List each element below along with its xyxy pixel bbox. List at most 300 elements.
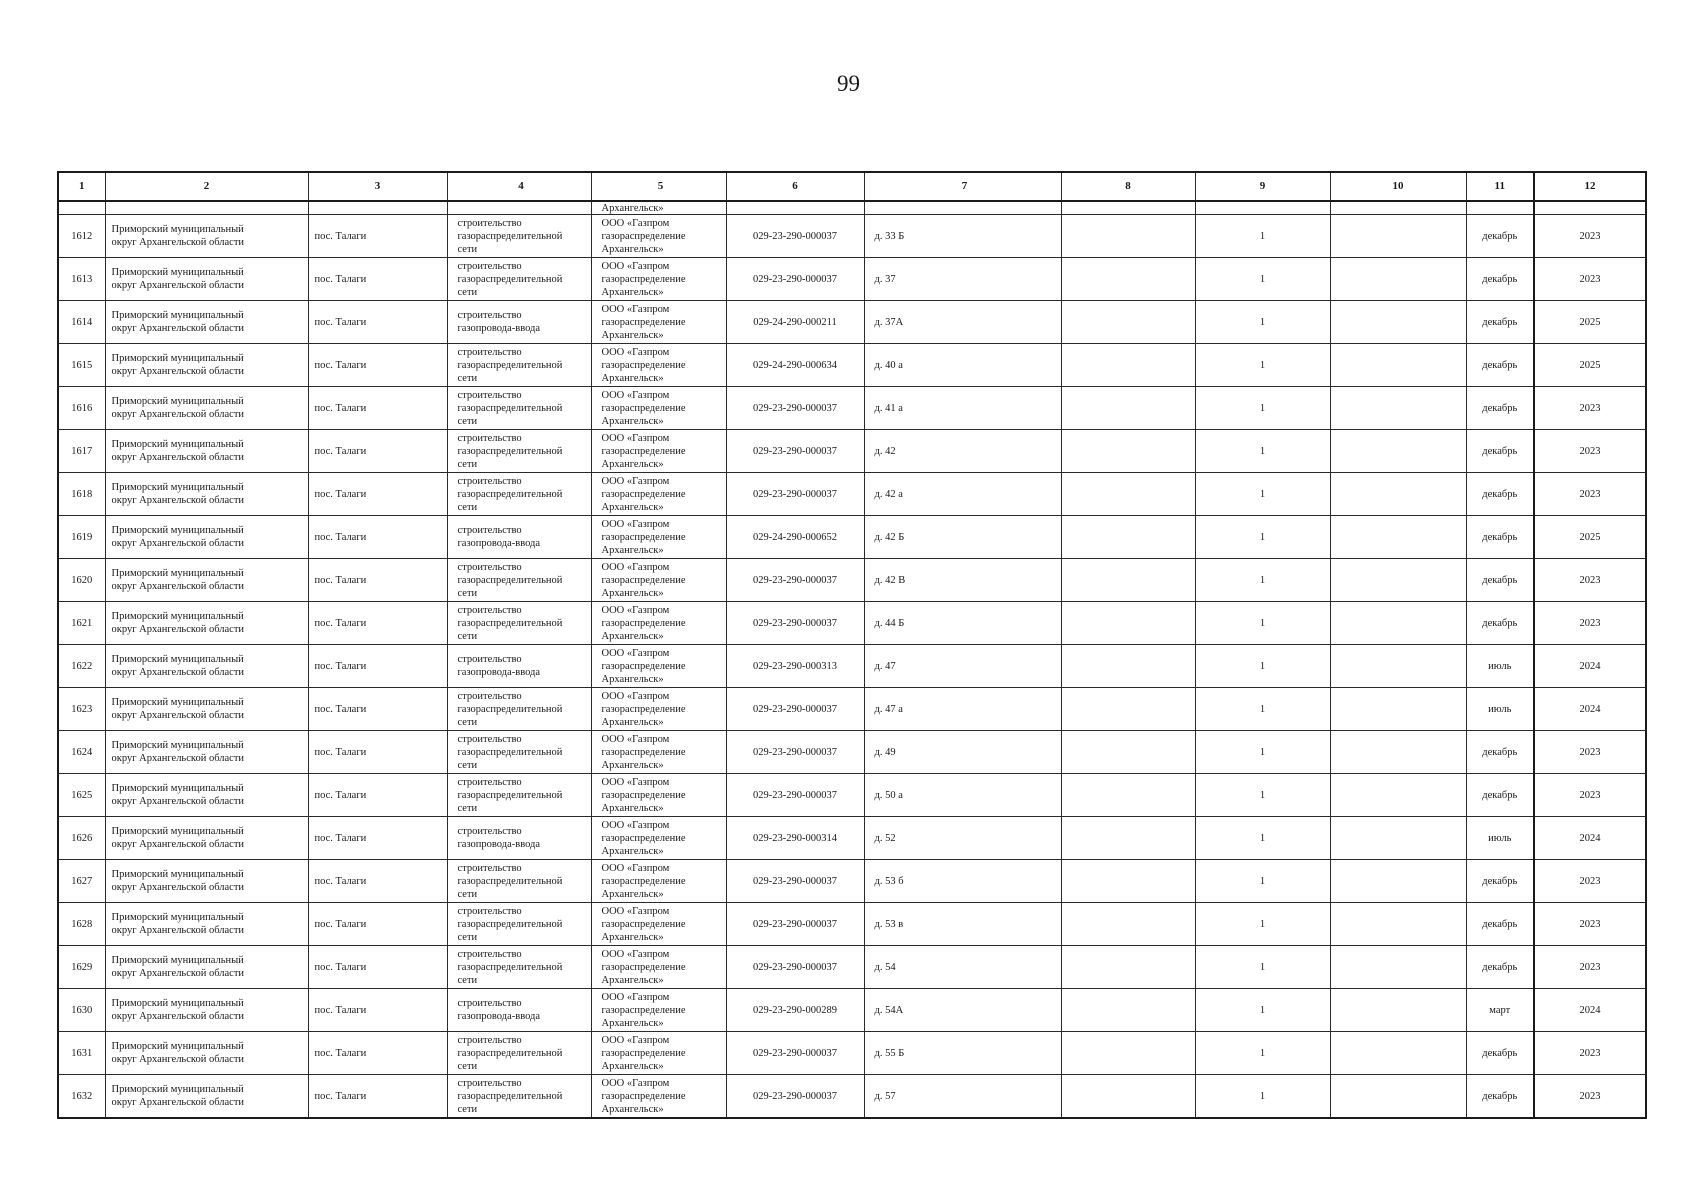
table-cell — [1330, 559, 1466, 602]
table-row — [58, 731, 1646, 774]
table-cell — [58, 774, 105, 817]
table-cell — [308, 903, 447, 946]
table-cell — [1061, 1032, 1195, 1075]
cell-text: строительство газораспределительной сети — [457, 1077, 563, 1115]
cell-text: Приморский муниципальный округ Архангельской области — [111, 912, 245, 936]
cell-text: 2023 — [1579, 1090, 1601, 1102]
table-cell — [864, 645, 1061, 688]
cell-text: 1 — [1259, 832, 1266, 844]
cell-text: 2023 — [1579, 1047, 1601, 1059]
cell-text: декабрь — [1482, 961, 1518, 973]
table-row — [58, 989, 1646, 1032]
cell-text: д. 42 Б — [874, 531, 905, 543]
cell-text: ООО «Газпром газораспределение Архангельск» — [601, 561, 686, 599]
table-cell — [591, 774, 726, 817]
cell-text: пос. Талаги — [314, 660, 367, 672]
table-cell — [1061, 430, 1195, 473]
cell-text: Приморский муниципальный округ Архангельской области — [111, 740, 245, 764]
table-cell — [1534, 344, 1646, 387]
table-cell — [864, 731, 1061, 774]
table-cell — [308, 602, 447, 645]
table-cell — [1534, 1075, 1646, 1119]
cell-text: ООО «Газпром газораспределение Архангельск» — [601, 905, 686, 943]
cell-text: 1 — [1259, 316, 1266, 328]
cell-text: пос. Талаги — [314, 359, 367, 371]
table-cell — [726, 516, 864, 559]
table-cell — [1534, 301, 1646, 344]
cell-text: ООО «Газпром газораспределение Архангельск» — [601, 346, 686, 384]
table-cell — [105, 559, 308, 602]
cell-text: д. 50 а — [874, 789, 903, 801]
table-cell — [726, 645, 864, 688]
table-cell — [1466, 989, 1534, 1032]
cell-text: пос. Талаги — [314, 445, 367, 457]
table-cell — [1534, 774, 1646, 817]
table-cell — [1330, 258, 1466, 301]
cell-text: 2023 — [1579, 918, 1601, 930]
cell-text: 1 — [1259, 703, 1266, 715]
table-cell — [1466, 1075, 1534, 1119]
column-header-11: 11 — [1466, 172, 1534, 201]
cell-text: ООО «Газпром газораспределение Архангельск» — [601, 647, 686, 685]
cell-text: 1 — [1259, 359, 1266, 371]
cell-text: 1618 — [71, 488, 93, 500]
cell-text: строительство газораспределительной сети — [457, 432, 563, 470]
cell-text: Приморский муниципальный округ Архангельской области — [111, 826, 245, 850]
table-cell — [1534, 989, 1646, 1032]
cell-text: 1 — [1259, 574, 1266, 586]
cell-text: пос. Талаги — [314, 230, 367, 242]
cell-text: 1 — [1259, 918, 1266, 930]
table-row — [58, 301, 1646, 344]
cell-text: Приморский муниципальный округ Архангельской области — [111, 224, 245, 248]
table-cell — [447, 258, 591, 301]
table-cell — [447, 731, 591, 774]
cell-text: строительство газораспределительной сети — [457, 948, 563, 986]
cell-text: ООО «Газпром газораспределение Архангельск» — [601, 303, 686, 341]
table-cell — [1195, 1032, 1330, 1075]
cell-text: Приморский муниципальный округ Архангельской области — [111, 697, 245, 721]
table-cell — [1466, 387, 1534, 430]
cell-text: 2024 — [1579, 703, 1601, 715]
cell-text: 1 — [1259, 746, 1266, 758]
carry-over-cell: Архангельск» — [591, 201, 726, 215]
table-cell — [1534, 731, 1646, 774]
table-cell — [447, 774, 591, 817]
table-cell — [726, 344, 864, 387]
table-cell — [1330, 645, 1466, 688]
cell-text: июль — [1488, 832, 1512, 844]
cell-text: Приморский муниципальный округ Архангельской области — [111, 869, 245, 893]
cell-text: пос. Талаги — [314, 746, 367, 758]
cell-text: 1626 — [71, 832, 93, 844]
cell-text: декабрь — [1482, 1047, 1518, 1059]
cell-text: 2023 — [1579, 961, 1601, 973]
cell-text: Приморский муниципальный округ Архангельской области — [111, 267, 245, 291]
cell-text: 1625 — [71, 789, 93, 801]
cell-text: 2023 — [1579, 746, 1601, 758]
column-header-12: 12 — [1534, 172, 1646, 201]
cell-text: д. 44 Б — [874, 617, 905, 629]
table-cell — [105, 258, 308, 301]
table-cell — [105, 1032, 308, 1075]
table-cell — [1466, 258, 1534, 301]
cell-text: д. 57 — [874, 1090, 896, 1102]
cell-text: 029-24-290-000634 — [753, 359, 837, 371]
table-cell — [726, 774, 864, 817]
cell-text: ООО «Газпром газораспределение Архангельск» — [601, 733, 686, 771]
column-header-4: 4 — [447, 172, 591, 201]
table-row — [58, 1032, 1646, 1075]
table-cell — [726, 903, 864, 946]
table-cell — [1195, 860, 1330, 903]
table-cell — [726, 301, 864, 344]
cell-text: строительство газопровода-ввода — [457, 525, 541, 549]
table-cell — [864, 387, 1061, 430]
cell-text: 029-23-290-000037 — [753, 918, 837, 930]
cell-text: пос. Талаги — [314, 918, 367, 930]
cell-text: 1623 — [71, 703, 93, 715]
carry-over-cell — [105, 201, 308, 215]
cell-text: Приморский муниципальный округ Архангельской области — [111, 1084, 245, 1108]
table-cell — [1534, 516, 1646, 559]
cell-text: ООО «Газпром газораспределение Архангельск» — [601, 475, 686, 513]
table-cell — [1061, 258, 1195, 301]
table-cell — [591, 387, 726, 430]
table-row — [58, 258, 1646, 301]
table-cell — [308, 1032, 447, 1075]
cell-text: ООО «Газпром газораспределение Архангельск» — [601, 819, 686, 857]
cell-text: 029-23-290-000037 — [753, 1090, 837, 1102]
table-row — [58, 774, 1646, 817]
table-cell — [105, 903, 308, 946]
table-cell — [447, 989, 591, 1032]
table-cell — [1330, 688, 1466, 731]
cell-text: строительство газопровода-ввода — [457, 310, 541, 334]
table-cell — [1534, 473, 1646, 516]
carry-over-cell — [58, 201, 105, 215]
table-cell — [1061, 731, 1195, 774]
cell-text: 029-23-290-000037 — [753, 230, 837, 242]
cell-text: Приморский муниципальный округ Архангельской области — [111, 998, 245, 1022]
column-header-9: 9 — [1195, 172, 1330, 201]
cell-text: 029-23-290-000037 — [753, 789, 837, 801]
table-cell — [591, 215, 726, 258]
table-cell — [447, 215, 591, 258]
table-cell — [308, 946, 447, 989]
cell-text: строительство газораспределительной сети — [457, 475, 563, 513]
table-cell — [308, 301, 447, 344]
table-cell — [1534, 645, 1646, 688]
cell-text: 029-23-290-000037 — [753, 746, 837, 758]
table-cell — [591, 301, 726, 344]
table-cell — [864, 559, 1061, 602]
cell-text: 1 — [1259, 961, 1266, 973]
table-cell — [1195, 473, 1330, 516]
table-cell — [1061, 516, 1195, 559]
table-cell — [1330, 903, 1466, 946]
table-cell — [308, 516, 447, 559]
carry-over-cell — [447, 201, 591, 215]
table-cell — [308, 258, 447, 301]
table-cell — [58, 215, 105, 258]
carry-over-cell — [726, 201, 864, 215]
table-cell — [1330, 473, 1466, 516]
cell-text: пос. Талаги — [314, 703, 367, 715]
table-cell — [105, 602, 308, 645]
cell-text: строительство газопровода-ввода — [457, 654, 541, 678]
cell-text: 1613 — [71, 273, 93, 285]
cell-text: 1624 — [71, 746, 93, 758]
cell-text: декабрь — [1482, 230, 1518, 242]
cell-text: декабрь — [1482, 789, 1518, 801]
cell-text: пос. Талаги — [314, 961, 367, 973]
table-cell — [726, 1075, 864, 1119]
cell-text: декабрь — [1482, 875, 1518, 887]
table-cell — [1195, 301, 1330, 344]
table-cell — [726, 430, 864, 473]
table-cell — [1466, 903, 1534, 946]
cell-text: Приморский муниципальный округ Архангельской области — [111, 568, 245, 592]
table-cell — [447, 430, 591, 473]
cell-text: д. 37А — [874, 316, 904, 328]
table-cell — [591, 602, 726, 645]
column-header-1: 1 — [58, 172, 105, 201]
cell-text: 2024 — [1579, 660, 1601, 672]
cell-text: пос. Талаги — [314, 875, 367, 887]
table-cell — [1534, 817, 1646, 860]
table-cell — [447, 516, 591, 559]
table-cell — [447, 301, 591, 344]
table-cell — [1330, 344, 1466, 387]
table-cell — [1330, 860, 1466, 903]
table-cell — [864, 989, 1061, 1032]
table-row — [58, 946, 1646, 989]
cell-text: 1629 — [71, 961, 93, 973]
table-cell — [308, 688, 447, 731]
table-cell — [447, 602, 591, 645]
cell-text: декабрь — [1482, 1090, 1518, 1102]
cell-text: 2025 — [1579, 531, 1601, 543]
cell-text: д. 42 а — [874, 488, 903, 500]
table-cell — [864, 215, 1061, 258]
table-cell — [1195, 516, 1330, 559]
cell-text: 029-23-290-000037 — [753, 961, 837, 973]
table-row — [58, 344, 1646, 387]
cell-text: декабрь — [1482, 316, 1518, 328]
cell-text: июль — [1488, 703, 1512, 715]
table-cell — [1330, 817, 1466, 860]
cell-text: Приморский муниципальный округ Архангельской области — [111, 654, 245, 678]
cell-text: д. 41 а — [874, 402, 903, 414]
table-cell — [726, 1032, 864, 1075]
table-cell — [1534, 946, 1646, 989]
table-cell — [1195, 1075, 1330, 1119]
table-cell — [1466, 301, 1534, 344]
cell-text: 2023 — [1579, 617, 1601, 629]
table-cell — [591, 903, 726, 946]
table-cell — [58, 258, 105, 301]
cell-text: ООО «Газпром газораспределение Архангельск» — [601, 1034, 686, 1072]
cell-text: 2023 — [1579, 488, 1601, 500]
table-cell — [1534, 430, 1646, 473]
table-cell — [1061, 387, 1195, 430]
table-cell — [308, 731, 447, 774]
table-cell — [1466, 516, 1534, 559]
table-cell — [58, 473, 105, 516]
table-cell — [864, 516, 1061, 559]
cell-text: д. 53 б — [874, 875, 904, 887]
table-cell — [1466, 774, 1534, 817]
cell-text: декабрь — [1482, 488, 1518, 500]
cell-text: ООО «Газпром газораспределение Архангельск» — [601, 604, 686, 642]
table-cell — [1195, 731, 1330, 774]
cell-text: Приморский муниципальный округ Архангельской области — [111, 482, 245, 506]
page-number: 99 — [837, 71, 860, 96]
cell-text: 2023 — [1579, 574, 1601, 586]
cell-text: ООО «Газпром газораспределение Архангельск» — [601, 217, 686, 255]
table-cell — [864, 430, 1061, 473]
table-cell — [591, 516, 726, 559]
cell-text: 029-23-290-000313 — [753, 660, 837, 672]
cell-text: 1 — [1259, 230, 1266, 242]
column-header-3: 3 — [308, 172, 447, 201]
table-cell — [447, 387, 591, 430]
table-cell — [1534, 559, 1646, 602]
cell-text: строительство газораспределительной сети — [457, 733, 563, 771]
cell-text: строительство газопровода-ввода — [457, 826, 541, 850]
table-cell — [591, 731, 726, 774]
cell-text: 1 — [1259, 1047, 1266, 1059]
cell-text: 2023 — [1579, 445, 1601, 457]
table-cell — [308, 645, 447, 688]
table-cell — [1534, 903, 1646, 946]
cell-text: 1614 — [71, 316, 93, 328]
cell-text: ООО «Газпром газораспределение Архангельск» — [601, 260, 686, 298]
table-row — [58, 645, 1646, 688]
table-cell — [1330, 430, 1466, 473]
carry-over-row — [58, 201, 1646, 215]
cell-text: строительство газораспределительной сети — [457, 389, 563, 427]
cell-text: 1 — [1259, 1004, 1266, 1016]
table-cell — [1061, 602, 1195, 645]
table-cell — [105, 301, 308, 344]
cell-text: пос. Талаги — [314, 488, 367, 500]
cell-text: 029-23-290-000037 — [753, 1047, 837, 1059]
table-cell — [591, 344, 726, 387]
table-cell — [105, 430, 308, 473]
carry-over-cell — [864, 201, 1061, 215]
table-cell — [726, 817, 864, 860]
table-cell — [1330, 516, 1466, 559]
cell-text: декабрь — [1482, 574, 1518, 586]
cell-text: 1615 — [71, 359, 93, 371]
table-cell — [1330, 301, 1466, 344]
table-cell — [1534, 387, 1646, 430]
table-cell — [1195, 602, 1330, 645]
table-cell — [726, 688, 864, 731]
table-cell — [1061, 860, 1195, 903]
cell-text: Приморский муниципальный округ Архангельской области — [111, 525, 245, 549]
cell-text: пос. Талаги — [314, 832, 367, 844]
cell-text: 1620 — [71, 574, 93, 586]
table-cell — [864, 1032, 1061, 1075]
cell-text: Приморский муниципальный округ Архангельской области — [111, 396, 245, 420]
cell-text: строительство газораспределительной сети — [457, 346, 563, 384]
table-cell — [1466, 688, 1534, 731]
cell-text: декабрь — [1482, 531, 1518, 543]
cell-text: 1 — [1259, 617, 1266, 629]
table-cell — [58, 817, 105, 860]
table-row — [58, 1075, 1646, 1119]
table-cell — [591, 946, 726, 989]
table-cell — [1061, 559, 1195, 602]
table-cell — [447, 903, 591, 946]
table-cell — [864, 344, 1061, 387]
table-row — [58, 559, 1646, 602]
table-cell — [105, 344, 308, 387]
table-cell — [1466, 602, 1534, 645]
cell-text: пос. Талаги — [314, 402, 367, 414]
cell-text: ООО «Газпром газораспределение Архангельск» — [601, 432, 686, 470]
cell-text: пос. Талаги — [314, 531, 367, 543]
cell-text: 2023 — [1579, 402, 1601, 414]
table-cell — [105, 215, 308, 258]
table-cell — [1466, 473, 1534, 516]
table-cell — [1330, 989, 1466, 1032]
table-cell — [591, 430, 726, 473]
table-cell — [58, 731, 105, 774]
cell-text: д. 53 в — [874, 918, 904, 930]
table-cell — [864, 473, 1061, 516]
cell-text: строительство газораспределительной сети — [457, 776, 563, 814]
table-cell — [1466, 860, 1534, 903]
table-cell — [308, 387, 447, 430]
table-cell — [58, 645, 105, 688]
cell-text: пос. Талаги — [314, 316, 367, 328]
table-cell — [1195, 215, 1330, 258]
table-cell — [591, 645, 726, 688]
column-header-2: 2 — [105, 172, 308, 201]
table-cell — [726, 258, 864, 301]
table-cell — [864, 602, 1061, 645]
cell-text: пос. Талаги — [314, 1047, 367, 1059]
cell-text: декабрь — [1482, 359, 1518, 371]
table-cell — [105, 817, 308, 860]
cell-text: д. 33 Б — [874, 230, 905, 242]
table-cell — [58, 387, 105, 430]
table-cell — [58, 860, 105, 903]
cell-text: 1632 — [71, 1090, 93, 1102]
table-cell — [105, 645, 308, 688]
cell-text: пос. Талаги — [314, 1090, 367, 1102]
table-cell — [105, 989, 308, 1032]
table-cell — [1534, 215, 1646, 258]
cell-text: 029-23-290-000314 — [753, 832, 837, 844]
table-cell — [726, 559, 864, 602]
table-cell — [105, 774, 308, 817]
table-cell — [1330, 1032, 1466, 1075]
table-row — [58, 473, 1646, 516]
carry-over-cell — [308, 201, 447, 215]
table-cell — [591, 559, 726, 602]
table-cell — [308, 559, 447, 602]
cell-text: Приморский муниципальный округ Архангельской области — [111, 1041, 245, 1065]
cell-text: 2024 — [1579, 832, 1601, 844]
table-cell — [864, 903, 1061, 946]
table-cell — [1466, 1032, 1534, 1075]
cell-text: 2023 — [1579, 273, 1601, 285]
